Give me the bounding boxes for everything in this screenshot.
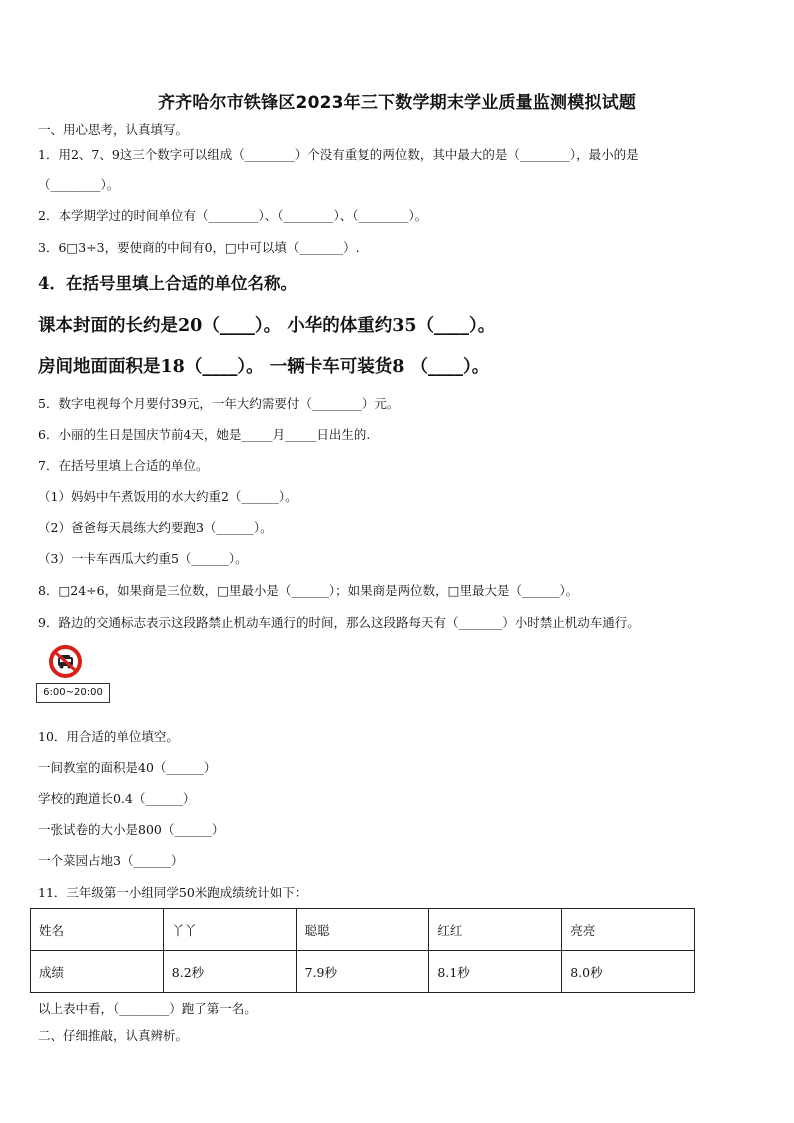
table-cell: 8.2秒 — [163, 951, 296, 993]
question-11: 11．三年级第一小组同学50米跑成绩统计如下： — [38, 885, 308, 900]
question-11-followup: 以上表中看，（________）跑了第一名。 — [38, 1001, 257, 1016]
question-7-2: （2）爸爸每天晨练大约要跑3（______）。 — [38, 520, 273, 535]
question-6: 6．小丽的生日是国庆节前4天，她是_____月_____日出生的. — [38, 427, 371, 442]
section-2-heading: 二、仔细推敲，认真辨析。 — [38, 1028, 189, 1043]
question-4: 4．在括号里填上合适的单位名称。 — [38, 274, 297, 293]
table-cell: 8.1秒 — [429, 951, 562, 993]
table-header-row — [31, 909, 695, 951]
question-4-line-1: 课本封面的长约是20（____）。 小华的体重约35（____）。 — [38, 316, 496, 336]
no-motor-vehicle-sign-icon — [49, 645, 82, 678]
question-7: 7．在括号里填上合适的单位。 — [38, 458, 209, 473]
section-1-heading: 一、用心思考，认真填写。 — [38, 122, 189, 137]
question-1-line-2: （________）。 — [38, 177, 120, 192]
question-3: 3．6□3÷3，要使商的中间有0，□中可以填（_______）. — [38, 240, 360, 255]
table-cell: 红红 — [429, 909, 562, 951]
question-8: 8．□24÷6，如果商是三位数，□里最小是（______）；如果商是两位数，□里最大是（______）。 — [38, 583, 579, 598]
table-row — [31, 951, 695, 993]
question-9: 9．路边的交通标志表示这段路禁止机动车通行的时间，那么这段路每天有（_______）小时禁止机动车通行。 — [38, 615, 640, 630]
sign-time-label: 6:00~20:00 — [36, 683, 110, 703]
question-2: 2．本学期学过的时间单位有（________）、（________）、（________）。 — [38, 208, 428, 223]
question-10-4: 一个菜园占地3（______） — [38, 853, 184, 868]
question-5: 5．数字电视每个月要付39元，一年大约需要付（________）元。 — [38, 396, 400, 411]
question-10-1: 一间教室的面积是40（______） — [38, 760, 217, 775]
table-cell: 7.9秒 — [296, 951, 429, 993]
table-cell: 姓名 — [31, 909, 164, 951]
question-7-1: （1）妈妈中午煮饭用的水大约重2（______）。 — [38, 489, 298, 504]
question-10-2: 学校的跑道长0.4（______） — [38, 791, 196, 806]
question-4-line-2: 房间地面面积是18（____）。 一辆卡车可装货8 （____）。 — [38, 357, 490, 377]
table-cell: 成绩 — [31, 951, 164, 993]
page-title: 齐齐哈尔市铁锋区2023年三下数学期末学业质量监测模拟试题 — [157, 93, 637, 113]
question-10-3: 一张试卷的大小是800（______） — [38, 822, 225, 837]
table-cell: 亮亮 — [562, 909, 695, 951]
table-cell: 丫丫 — [163, 909, 296, 951]
question-10: 10．用合适的单位填空。 — [38, 729, 179, 744]
table-cell: 8.0秒 — [562, 951, 695, 993]
question-7-3: （3）一卡车西瓜大约重5（______）。 — [38, 551, 248, 566]
score-table — [30, 908, 695, 993]
table-cell: 聪聪 — [296, 909, 429, 951]
question-1-line-1: 1．用2、7、9这三个数字可以组成（________）个没有重复的两位数，其中最大的是（________），最小的是 — [38, 147, 639, 162]
